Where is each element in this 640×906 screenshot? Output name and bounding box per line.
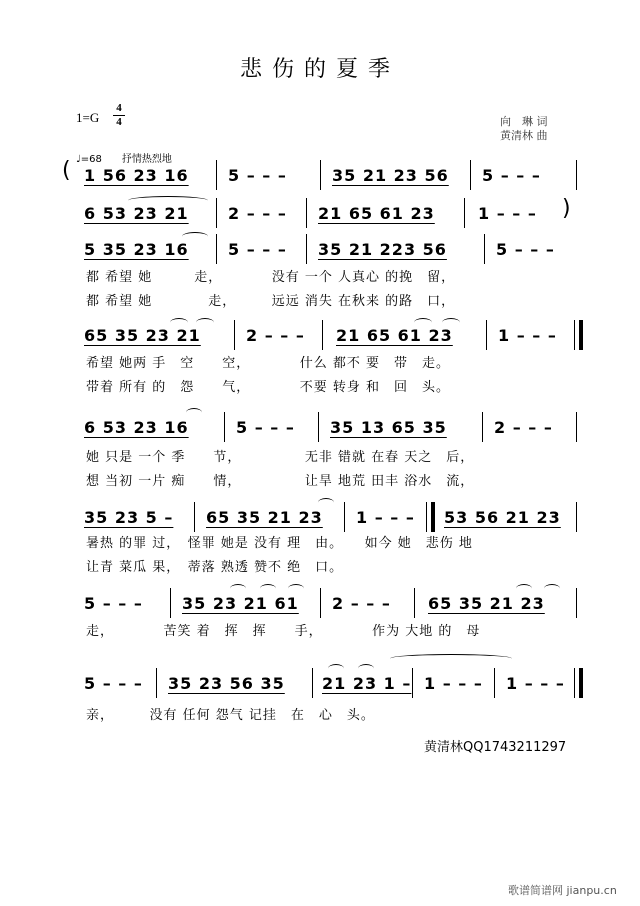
measure: 5 – – – xyxy=(84,594,143,613)
lyric-line: 让青 菜瓜 果， 蒂落 熟透 赞不 绝 口。 xyxy=(86,560,344,575)
measure: 35 23 5 – xyxy=(84,508,174,527)
lyric-line: 都 希望 她 走， 远远 消失 在秋来 的路 口， xyxy=(86,294,456,309)
score-row-7 xyxy=(74,588,584,618)
measure: 35 23 21 61 xyxy=(182,594,299,613)
measure: 35 23 56 35 xyxy=(168,674,285,693)
lyric-line: 想 当初 一片 痴 情， 让旱 地荒 田丰 浴水 流， xyxy=(86,474,475,489)
score-row-4 xyxy=(74,320,584,350)
measure: 6 53 23 16 xyxy=(84,418,189,437)
measure: 35 13 65 35 xyxy=(330,418,447,437)
measure: 5 – – – xyxy=(84,674,143,693)
measure: 1 – – – xyxy=(356,508,415,527)
measure: 1 – – – xyxy=(424,674,483,693)
measure: 2 – – – xyxy=(228,204,287,223)
composer-credit: 黄清林 曲 xyxy=(500,129,548,142)
time-signature: 4 4 xyxy=(113,103,125,128)
measure: 65 35 23 21 xyxy=(84,326,201,345)
measure: 21 65 61 23 xyxy=(318,204,435,223)
lyric-line: 都 希望 她 走， 没有 一个 人真心 的挽 留， xyxy=(86,270,456,285)
measure: 35 21 23 56 xyxy=(332,166,449,185)
measure: 21 23 1 – xyxy=(322,674,412,693)
song-title: 悲伤的夏季 xyxy=(239,57,400,82)
key-signature: 1=G xyxy=(76,110,100,125)
lyric-line: 带着 所有 的 怨 气， 不要 转身 和 回 头。 xyxy=(86,380,451,395)
lyric-line: 亲， 没有 任何 怨气 记挂 在 心 头。 xyxy=(86,708,375,723)
score-row-3 xyxy=(74,234,584,264)
measure: 5 35 23 16 xyxy=(84,240,189,259)
lyric-line: 走， 苦笑 着 挥 挥 手， 作为 大地 的 母 xyxy=(86,624,481,639)
score-row-1: ( 1 56 23 16 5 – – – 35 21 23 56 5 – – – xyxy=(74,160,584,190)
score-row-8 xyxy=(74,668,584,698)
measure: 5 – – – xyxy=(236,418,295,437)
measure: 65 35 21 23 xyxy=(206,508,323,527)
measure: 53 56 21 23 xyxy=(444,508,561,527)
measure: 1 – – – xyxy=(506,674,565,693)
measure: 35 21 223 56 xyxy=(318,240,447,259)
lyric-line: 暑热 的罪 过， 怪罪 她是 没有 理 由。 如今 她 悲伤 地 xyxy=(86,536,473,551)
tempo-marking: ♩=68 抒情热烈地 xyxy=(76,154,172,165)
score-row-6 xyxy=(74,502,584,532)
measure: 1 – – – xyxy=(498,326,557,345)
score-row-2: 6 53 23 21 2 – – – 21 65 61 23 1 – – – ) xyxy=(74,198,584,228)
lyric-line: 她 只是 一个 季 节， 无非 错就 在春 天之 后， xyxy=(86,450,475,465)
measure: 6 53 23 21 xyxy=(84,204,189,223)
measure: 2 – – – xyxy=(246,326,305,345)
measure: 5 – – – xyxy=(482,166,541,185)
measure: 5 – – – xyxy=(228,240,287,259)
author-note: 黄清林QQ1743211297 xyxy=(424,740,567,755)
measure: 21 65 61 23 xyxy=(336,326,453,345)
measure: 2 – – – xyxy=(494,418,553,437)
lyric-line: 希望 她两 手 空 空， 什么 都不 要 带 走。 xyxy=(86,356,451,371)
measure: 65 35 21 23 xyxy=(428,594,545,613)
lyricist-credit: 向 琳 词 xyxy=(500,115,548,128)
measure: 1 – – – xyxy=(478,204,537,223)
measure: 5 – – – xyxy=(228,166,287,185)
measure: 5 – – – xyxy=(496,240,555,259)
score-row-5 xyxy=(74,412,584,442)
watermark: 歌谱简谱网 jianpu.cn xyxy=(508,884,617,897)
measure: 2 – – – xyxy=(332,594,391,613)
measure: 1 56 23 16 xyxy=(84,166,189,185)
